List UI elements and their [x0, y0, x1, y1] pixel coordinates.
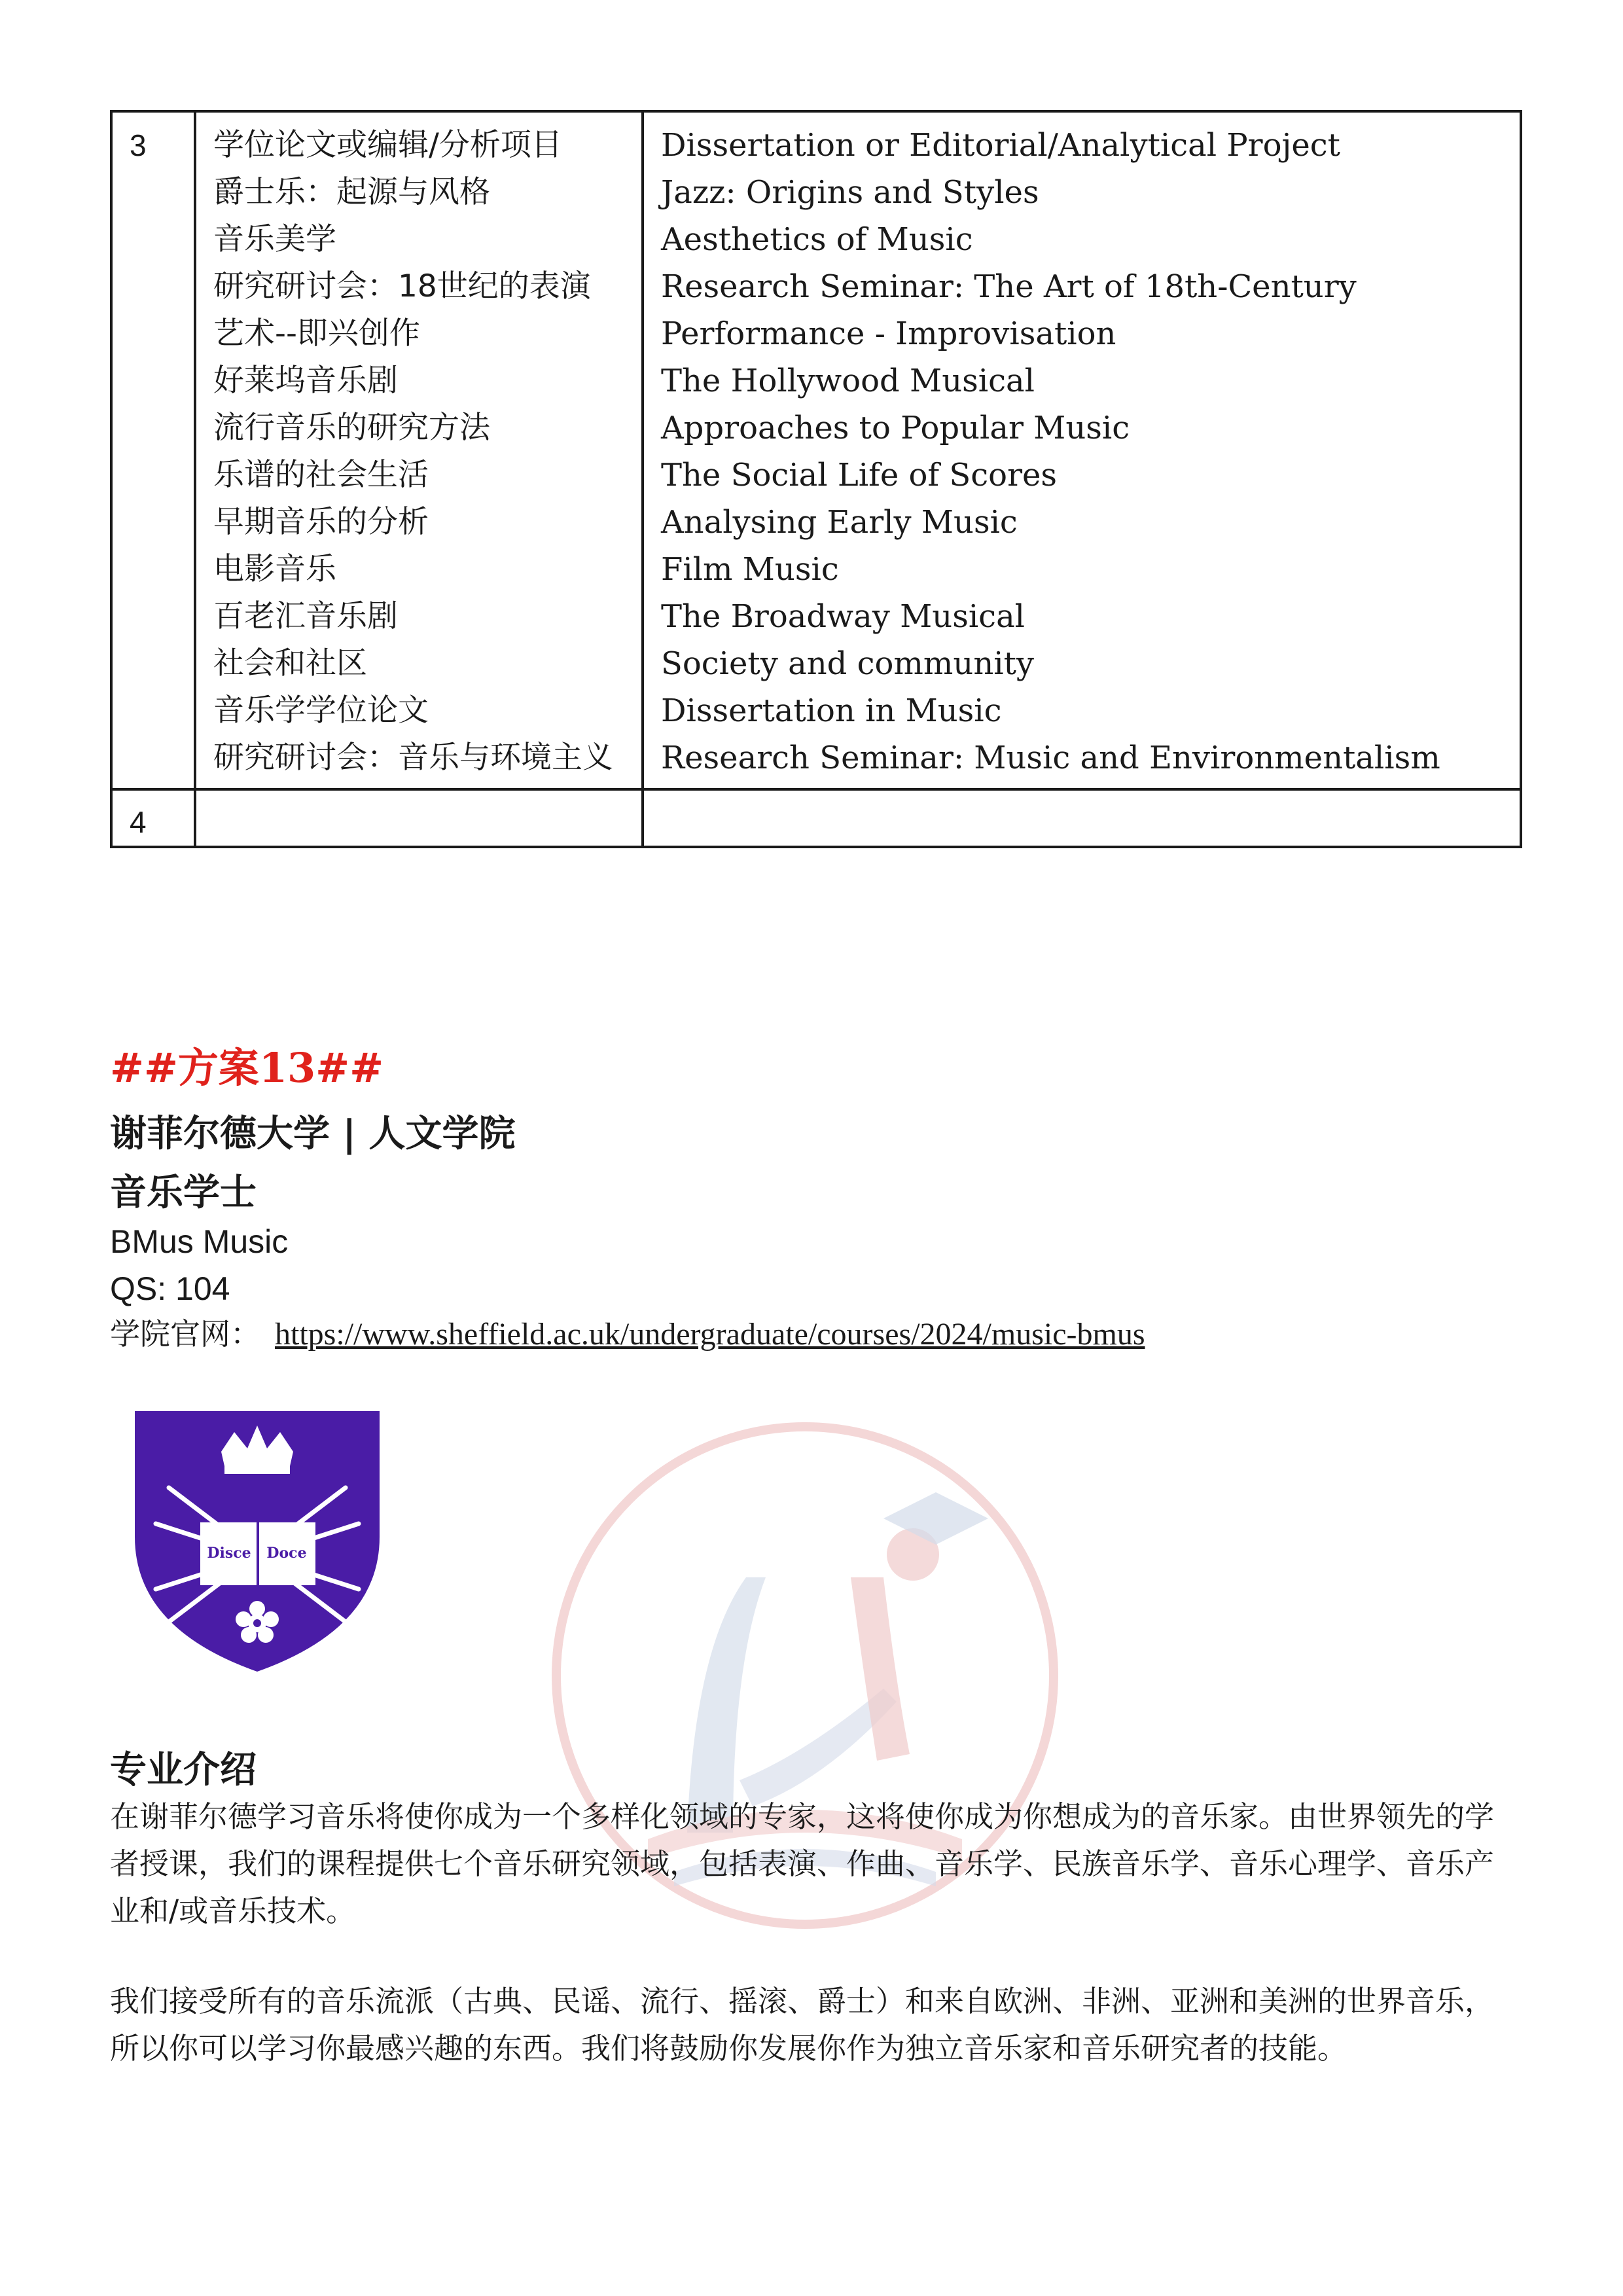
zh-course: 学位论文或编辑/分析项目 — [213, 127, 562, 163]
zh-course: 百老汇音乐剧 — [213, 598, 398, 634]
year-cell: 4 — [111, 789, 195, 847]
zh-course: 流行音乐的研究方法 — [213, 410, 490, 446]
zh-course-cell — [195, 111, 643, 789]
en-course: The Social Life of Scores — [661, 457, 1058, 493]
en-course-cell — [643, 111, 1521, 789]
en-course: Jazz: Origins and Styles — [661, 174, 1039, 211]
en-course: Research Seminar: The Art of 18th-Century — [661, 268, 1357, 305]
website-link[interactable]: https://www.sheffield.ac.uk/undergraduate/courses/2024/music-bmus — [275, 1317, 1145, 1352]
crest-book-left: Disce — [207, 1545, 251, 1562]
zh-course: 音乐美学 — [213, 221, 336, 257]
zh-course: 早期音乐的分析 — [213, 504, 429, 540]
zh-course: 研究研讨会：18世纪的表演 — [213, 268, 591, 304]
zh-course: 乐谱的社会生活 — [213, 457, 429, 493]
zh-course-cell — [195, 789, 643, 847]
zh-course: 研究研讨会：音乐与环境主义 — [213, 740, 613, 776]
table-row — [111, 111, 1521, 789]
plan-title: ##方案13## — [110, 1044, 384, 1092]
en-course: Approaches to Popular Music — [661, 410, 1130, 446]
en-course: Dissertation in Music — [661, 692, 1002, 729]
website-label: 学院官网： — [110, 1316, 260, 1352]
en-course-cell — [643, 789, 1521, 847]
en-course: Aesthetics of Music — [661, 221, 973, 258]
degree-title-en: BMus Music — [110, 1223, 289, 1260]
en-course: Analysing Early Music — [661, 504, 1018, 541]
zh-course: 社会和社区 — [213, 645, 367, 681]
en-course: The Broadway Musical — [661, 598, 1026, 635]
en-course: Film Music — [661, 551, 839, 588]
zh-course: 好莱坞音乐剧 — [213, 363, 398, 399]
qs-ranking: QS: 104 — [110, 1270, 230, 1307]
en-course: Research Seminar: Music and Environmentalism — [661, 740, 1440, 776]
table-row — [111, 789, 1521, 847]
year-cell: 3 — [111, 111, 195, 789]
intro-paragraph: 在谢菲尔德学习音乐将使你成为一个多样化领域的专家，这将使你成为你想成为的音乐家。由世界领先的学者授课，我们的课程提供七个音乐研究领域，包括表演、作曲、音乐学、民族音乐学、音乐心理学、音乐产业和/或音乐技术。 — [110, 1799, 1495, 1928]
university-crest-logo — [130, 1406, 385, 1676]
website-line — [110, 1310, 1145, 1354]
zh-course: 艺术--即兴创作 — [213, 315, 420, 351]
university-name: 谢菲尔德大学 | 人文学院 — [110, 1113, 516, 1155]
zh-course: 电影音乐 — [213, 551, 336, 587]
en-course: Performance - Improvisation — [661, 315, 1116, 352]
intro-paragraph: 我们接受所有的音乐流派（古典、民谣、流行、摇滚、爵士）和来自欧洲、非洲、亚洲和美洲的世界音乐，所以你可以学习你最感兴趣的东西。我们将鼓励你发展你作为独立音乐家和音乐研究者的技能。 — [110, 1984, 1495, 2066]
en-course: The Hollywood Musical — [661, 363, 1035, 399]
degree-title-zh: 音乐学士 — [110, 1172, 257, 1214]
crest-book-right: Doce — [266, 1545, 307, 1562]
en-course: Dissertation or Editorial/Analytical Project — [661, 127, 1340, 164]
en-course: Society and community — [661, 645, 1034, 682]
section-heading-intro: 专业介绍 — [110, 1749, 257, 1791]
zh-course: 音乐学学位论文 — [213, 692, 429, 728]
zh-course: 爵士乐：起源与风格 — [213, 174, 490, 210]
course-table — [110, 110, 1522, 848]
